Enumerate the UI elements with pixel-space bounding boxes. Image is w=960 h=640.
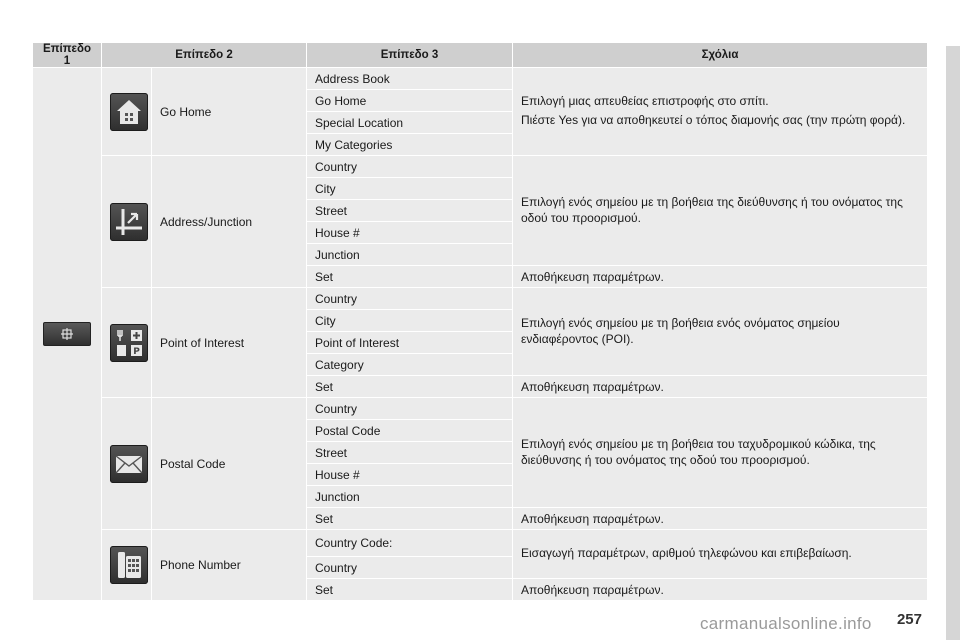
- svg-text:P: P: [133, 346, 140, 357]
- go-home-comment: Επιλογή μιας απευθείας επιστροφής στο σπίτι. Πιέστε Yes για να αποθηκευτεί ο τόπος διαμονής σας (την πρώτη φορά).: [513, 68, 928, 156]
- poi-comment: Επιλογή ενός σημείου με τη βοήθεια ενός ονόματος σημείου ενδιαφέροντος (POI).: [513, 288, 928, 376]
- phone-icon: [110, 546, 148, 584]
- navigation-icon: [43, 322, 91, 346]
- level-3-item: House #: [307, 222, 513, 244]
- level-3-set: Set: [307, 579, 513, 601]
- poi-icon-cell: [102, 288, 152, 398]
- level-3-item: Street: [307, 442, 513, 464]
- poi-icon: [110, 324, 148, 362]
- level-1-cell: [33, 68, 102, 601]
- page-number: 257: [896, 611, 922, 628]
- phone-icon-cell: [102, 530, 152, 601]
- level-3-item: House #: [307, 464, 513, 486]
- level-3-item: Country: [307, 557, 513, 579]
- level-2-postal-code: Postal Code: [152, 398, 307, 530]
- home-icon: [110, 93, 148, 131]
- level-3-item: Country: [307, 398, 513, 420]
- level-3-item: Country Code:: [307, 530, 513, 557]
- table-row: [33, 68, 928, 90]
- address-comment: Επιλογή ενός σημείου με τη βοήθεια της διεύθυνσης ή του ονόματος της οδού του προορισμού.: [513, 156, 928, 266]
- level-3-item: Special Location: [307, 112, 513, 134]
- level-3-item: Street: [307, 200, 513, 222]
- level-3-item: Junction: [307, 244, 513, 266]
- address-icon-cell: [102, 156, 152, 288]
- go-home-icon-cell: [102, 68, 152, 156]
- phone-comment: Εισαγωγή παραμέτρων, αριθμού τηλεφώνου και επιβεβαίωση.: [513, 530, 928, 579]
- table-row: [33, 530, 928, 557]
- postal-code-icon-cell: [102, 398, 152, 530]
- postal-code-comment: Επιλογή ενός σημείου με τη βοήθεια του ταχυδρομικού κώδικα, της διεύθυνσης ή του ονόματος της οδού του προορισμού.: [513, 398, 928, 508]
- level-3-item: Postal Code: [307, 420, 513, 442]
- header-comments: Σχόλια: [513, 43, 928, 68]
- junction-icon: [110, 203, 148, 241]
- level-2-point-of-interest: Point of Interest: [152, 288, 307, 398]
- level-3-item: My Categories: [307, 134, 513, 156]
- header-level-2: Επίπεδο 2: [102, 43, 307, 68]
- level-3-item: Address Book: [307, 68, 513, 90]
- table-header-row: [33, 43, 928, 68]
- set-comment: Αποθήκευση παραμέτρων.: [513, 579, 928, 601]
- level-3-item: Junction: [307, 486, 513, 508]
- level-2-address-junction: Address/Junction: [152, 156, 307, 288]
- level-3-item: City: [307, 178, 513, 200]
- set-comment: Αποθήκευση παραμέτρων.: [513, 266, 928, 288]
- envelope-icon: [110, 445, 148, 483]
- table-row: [33, 156, 928, 178]
- set-comment: Αποθήκευση παραμέτρων.: [513, 376, 928, 398]
- level-3-set: Set: [307, 508, 513, 530]
- level-3-item: Category: [307, 354, 513, 376]
- level-3-set: Set: [307, 376, 513, 398]
- table-row: [33, 398, 928, 420]
- header-level-3: Επίπεδο 3: [307, 43, 513, 68]
- level-3-item: Point of Interest: [307, 332, 513, 354]
- level-3-item: Go Home: [307, 90, 513, 112]
- set-comment: Αποθήκευση παραμέτρων.: [513, 508, 928, 530]
- scrollbar[interactable]: [946, 46, 960, 640]
- level-3-item: City: [307, 310, 513, 332]
- navigation-menu-table: [32, 42, 928, 601]
- watermark: carmanualsonline.info: [700, 614, 872, 633]
- table-row: [33, 288, 928, 310]
- header-level-1: Επίπεδο 1: [33, 43, 102, 68]
- level-3-set: Set: [307, 266, 513, 288]
- level-3-item: Country: [307, 288, 513, 310]
- level-2-go-home: Go Home: [152, 68, 307, 156]
- level-2-phone-number: Phone Number: [152, 530, 307, 601]
- level-3-item: Country: [307, 156, 513, 178]
